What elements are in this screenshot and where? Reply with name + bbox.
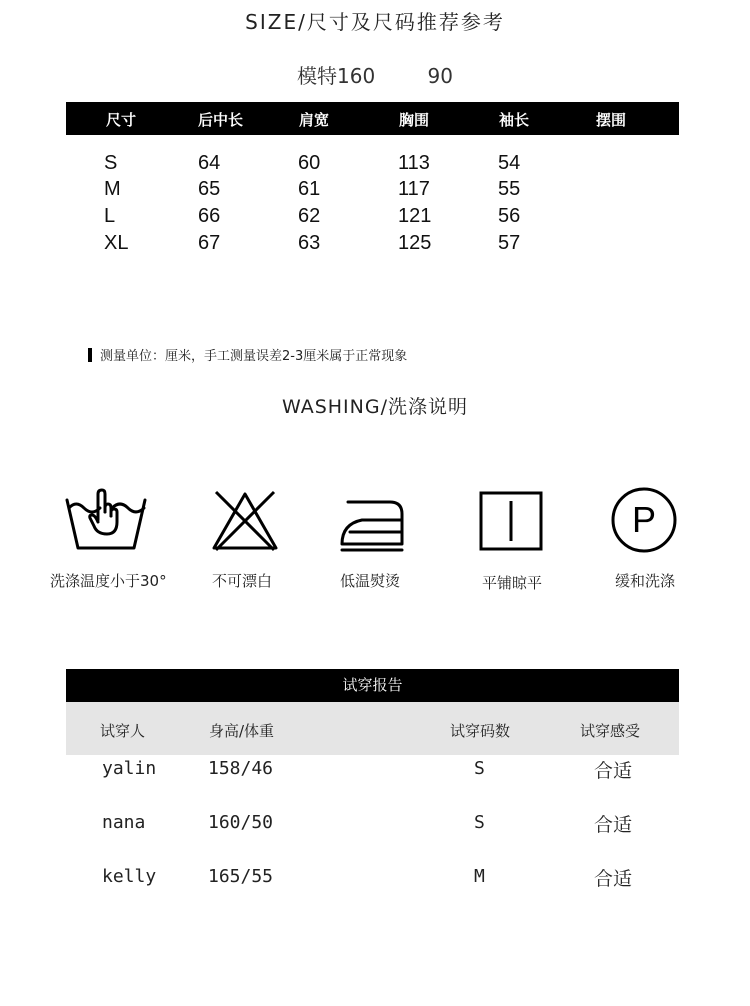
note-marker bbox=[88, 348, 92, 362]
header-chest: 胸围 bbox=[399, 111, 430, 129]
header-back-length: 后中长 bbox=[198, 111, 244, 129]
cell-height-weight: 160/50 bbox=[208, 812, 274, 833]
washing-section-title: WASHING/洗涤说明 bbox=[281, 396, 469, 418]
model-weight: 90 bbox=[427, 64, 453, 88]
cell-sleeve: 57 bbox=[498, 232, 521, 254]
wash-label-gentle-wash: 缓和洗涤 bbox=[615, 572, 676, 590]
header-shoulder: 肩宽 bbox=[299, 111, 330, 129]
header-feeling: 试穿感受 bbox=[580, 722, 641, 740]
hand-wash-icon bbox=[64, 486, 148, 556]
cell-tester: yalin bbox=[102, 758, 157, 779]
cell-chest: 125 bbox=[398, 232, 432, 254]
cell-size-tried: M bbox=[474, 866, 485, 887]
cell-feeling: 合适 bbox=[594, 814, 633, 836]
p-glyph: P bbox=[631, 499, 657, 540]
size-table-header bbox=[66, 102, 679, 135]
no-bleach-icon bbox=[210, 488, 280, 556]
model-info bbox=[0, 60, 750, 89]
wash-label-low-iron: 低温熨烫 bbox=[340, 572, 401, 590]
header-height-weight: 身高/体重 bbox=[209, 722, 275, 740]
wash-label-dry-flat: 平铺晾平 bbox=[482, 574, 543, 592]
cell-sleeve: 55 bbox=[498, 178, 521, 200]
cell-size: M bbox=[104, 178, 121, 200]
cell-feeling: 合适 bbox=[594, 868, 633, 890]
wash-label-hand-wash: 洗涤温度小于30° bbox=[50, 572, 167, 590]
cell-back-length: 66 bbox=[198, 205, 221, 227]
measurement-note bbox=[88, 345, 407, 364]
cell-size-tried: S bbox=[474, 812, 485, 833]
cell-shoulder: 60 bbox=[298, 152, 321, 174]
header-sleeve: 袖长 bbox=[499, 111, 530, 129]
cell-sleeve: 54 bbox=[498, 152, 521, 174]
cell-size-tried: S bbox=[474, 758, 485, 779]
cell-shoulder: 62 bbox=[298, 205, 321, 227]
cell-chest: 113 bbox=[398, 152, 430, 174]
cell-size: S bbox=[104, 152, 118, 174]
size-section-title: SIZE/尺寸及尺码推荐参考 bbox=[245, 10, 505, 34]
dry-flat-icon bbox=[479, 491, 543, 555]
cell-feeling: 合适 bbox=[594, 760, 633, 782]
cell-chest: 117 bbox=[398, 178, 430, 200]
header-tester: 试穿人 bbox=[100, 722, 146, 740]
low-iron-icon bbox=[340, 494, 406, 556]
cell-sleeve: 56 bbox=[498, 205, 521, 227]
cell-chest: 121 bbox=[398, 205, 432, 227]
header-size: 尺寸 bbox=[106, 111, 137, 129]
header-size-tried: 试穿码数 bbox=[450, 722, 511, 740]
cell-back-length: 64 bbox=[198, 152, 221, 174]
cell-shoulder: 63 bbox=[298, 232, 321, 254]
cell-tester: kelly bbox=[102, 866, 157, 887]
cell-height-weight: 158/46 bbox=[208, 758, 274, 779]
cell-size: XL bbox=[104, 232, 129, 254]
cell-shoulder: 61 bbox=[298, 178, 321, 200]
cell-back-length: 67 bbox=[198, 232, 221, 254]
header-hem: 摆围 bbox=[596, 111, 627, 129]
cell-size: L bbox=[104, 205, 116, 227]
cell-back-length: 65 bbox=[198, 178, 221, 200]
report-table-header bbox=[66, 702, 679, 755]
note-text: 测量单位：厘米，手工测量误差2-3厘米属于正常现象 bbox=[100, 349, 408, 364]
dry-clean-p-icon bbox=[610, 486, 678, 558]
wash-label-no-bleach: 不可漂白 bbox=[212, 572, 273, 590]
cell-tester: nana bbox=[102, 812, 146, 833]
model-height: 模特160 bbox=[297, 64, 376, 88]
cell-height-weight: 165/55 bbox=[208, 866, 274, 887]
report-title-bar: 试穿报告 bbox=[66, 669, 679, 702]
